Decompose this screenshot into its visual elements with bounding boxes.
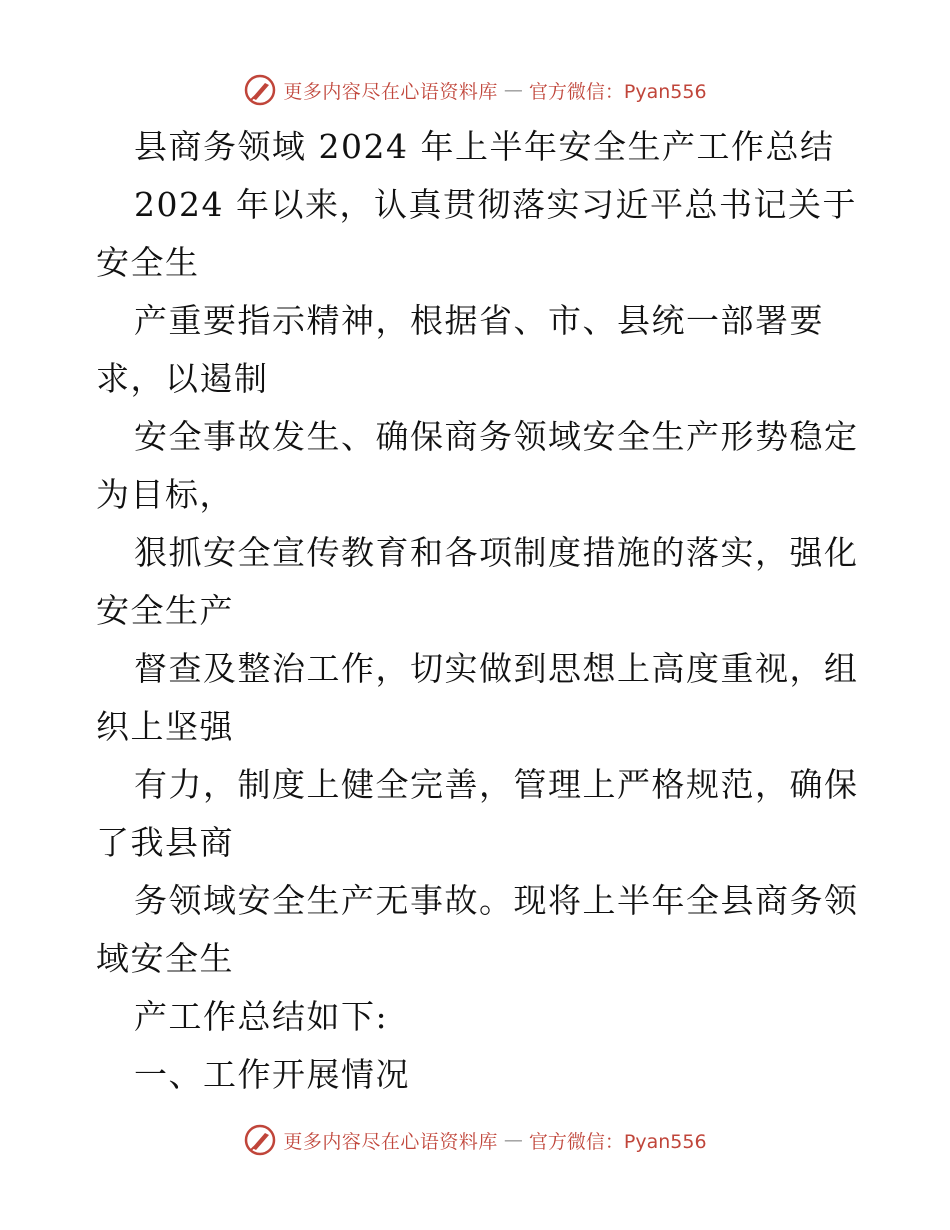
text-line: 安全生: [96, 243, 200, 282]
footer-watermark-banner: [0, 1120, 950, 1160]
banner-text: 更多内容尽在心语资料库: [283, 80, 498, 103]
text-line: 2024 年以来，认真贯彻落实习近平总书记关于: [134, 185, 857, 224]
text-line: 域安全生: [96, 939, 234, 978]
text-line: 督查及整治工作，切实做到思想上高度重视，组: [134, 649, 859, 688]
text-line: 狠抓安全宣传教育和各项制度措施的落实，强化: [134, 533, 859, 572]
banner-wechat: 官方微信：Pyan556: [528, 1130, 707, 1153]
text-line: 产重要指示精神，根据省、市、县统一部署要: [134, 301, 824, 340]
text-line: 产工作总结如下:: [134, 997, 389, 1036]
text-line: 务领域安全生产无事故。现将上半年全县商务领: [134, 881, 859, 920]
banner-separator: —: [503, 79, 523, 101]
quill-logo-icon: [243, 1123, 277, 1157]
text-line: 了我县商: [96, 823, 234, 862]
text-line: 安全事故发生、确保商务领域安全生产形势稳定: [134, 417, 859, 456]
text-line: 求，以遏制: [96, 359, 269, 398]
quill-logo-icon: [243, 73, 277, 107]
text-line: 有力，制度上健全完善，管理上严格规范，确保: [134, 765, 859, 804]
banner-text: 更多内容尽在心语资料库: [283, 1130, 498, 1153]
text-line: 为目标，: [96, 475, 234, 514]
text-line: 织上坚强: [96, 707, 234, 746]
banner-separator: —: [503, 1129, 523, 1151]
header-watermark-banner: [0, 70, 950, 110]
text-line: 县商务领域 2024 年上半年安全生产工作总结: [134, 127, 835, 166]
banner-wechat: 官方微信：Pyan556: [528, 80, 707, 103]
text-line: 安全生产: [96, 591, 234, 630]
document-body: [96, 118, 859, 1104]
text-line: 一、工作开展情况: [134, 1055, 410, 1094]
